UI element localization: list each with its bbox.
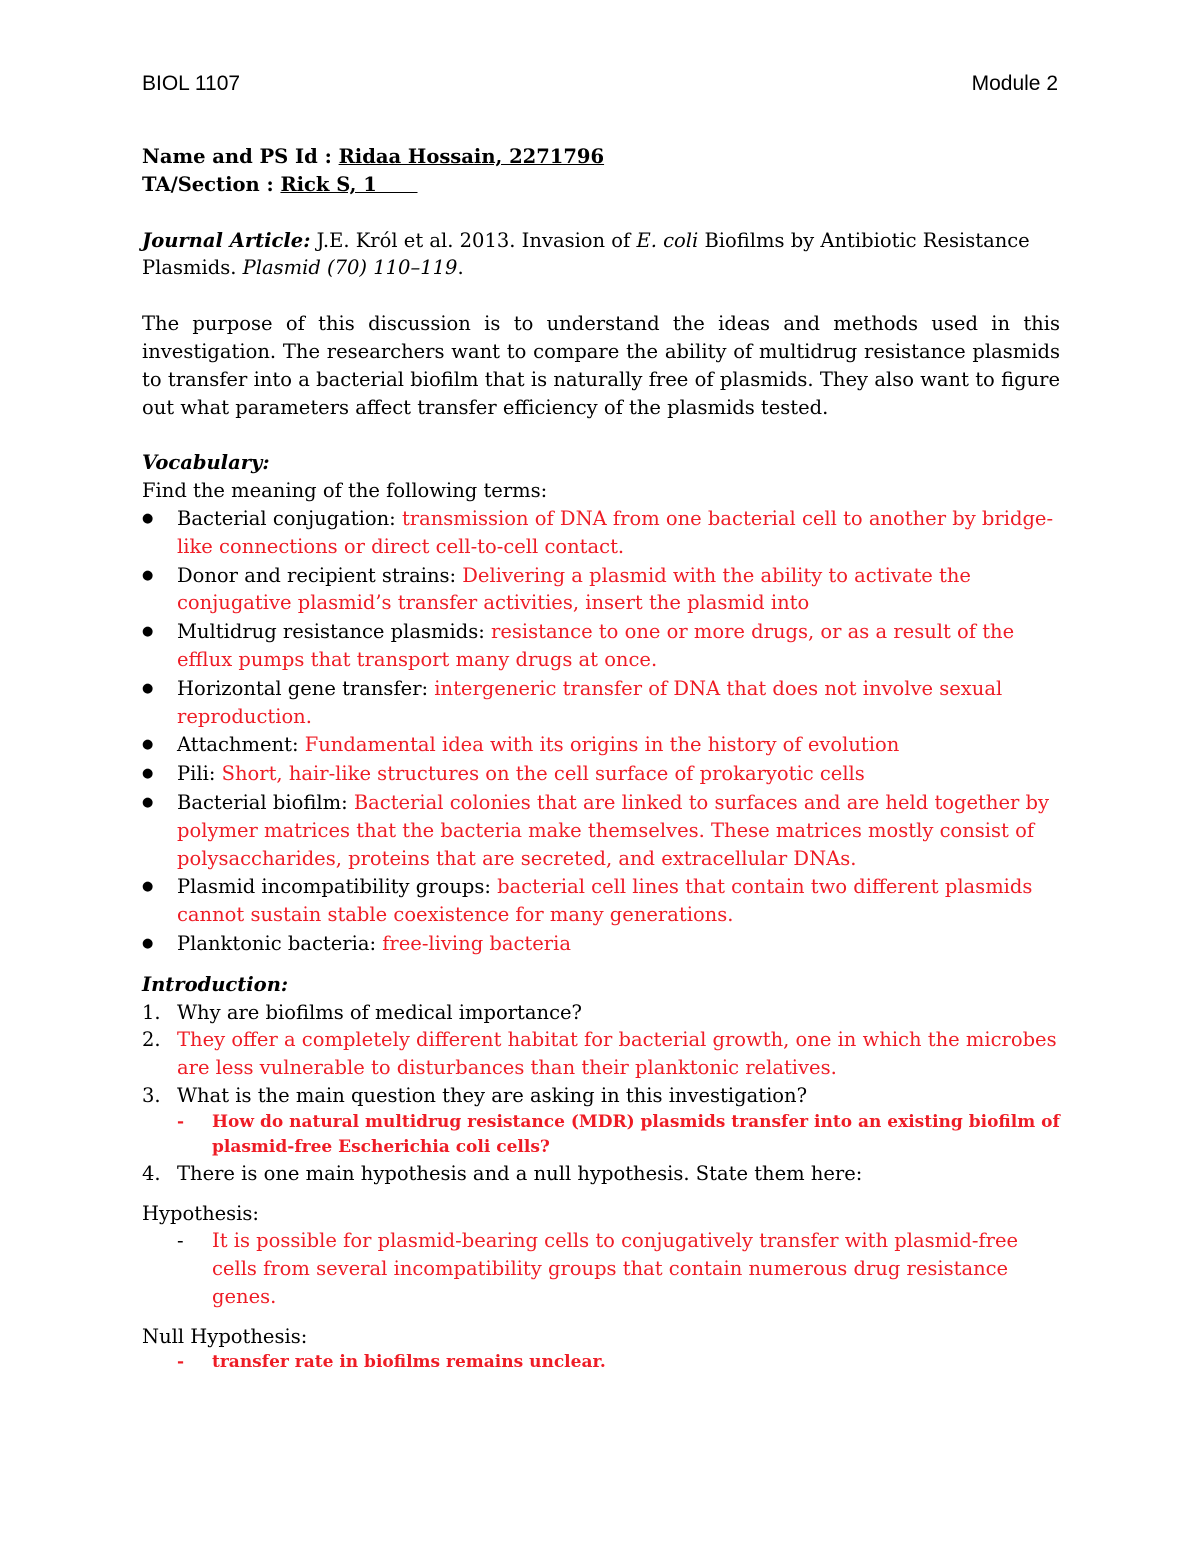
- spacer: [142, 959, 1060, 971]
- module-label: Module 2: [971, 72, 1058, 95]
- vocabulary-list: [142, 505, 1060, 958]
- ta-label: TA/Section :: [142, 172, 281, 196]
- null-hypothesis-text: transfer rate in biofilms remains unclear.: [212, 1352, 606, 1373]
- spacer: [142, 282, 1060, 310]
- article-text-2: Biofilms by Antibiotic Resistance Plasmids.: [142, 228, 1030, 280]
- item-number: 2.: [142, 1028, 161, 1052]
- vocab-item: [142, 873, 1060, 929]
- question-text: Why are biofilms of medical importance?: [177, 1000, 582, 1024]
- vocab-definition: Bacterial colonies that are linked to surfaces and are held together by polymer matrices that the bacteria make themselves. These matrices mostly consist of polysaccharides, proteins that are secreted, and extracellular DNAs.: [177, 790, 1049, 870]
- question-item: [142, 1082, 1060, 1110]
- null-hypothesis-item: [142, 1350, 1060, 1375]
- name-line: [142, 143, 1060, 171]
- vocabulary-heading: Vocabulary:: [142, 451, 270, 475]
- document-body: [142, 143, 1060, 1375]
- vocab-term: Pili:: [177, 762, 222, 786]
- answer-text: They offer a completely different habitat for bacterial growth, one in which the microbes are less vulnerable to disturbances than their planktonic relatives.: [177, 1028, 1057, 1080]
- vocab-definition: resistance to one or more drugs, or as a result of the efflux pumps that transport many drugs at once.: [177, 620, 1015, 671]
- vocab-item: [142, 930, 1060, 958]
- spacer: [142, 1311, 1060, 1323]
- vocab-definition: intergeneric transfer of DNA that does not involve sexual reproduction.: [177, 676, 1003, 728]
- vocab-term: Planktonic bacteria:: [177, 931, 383, 955]
- vocab-definition: Delivering a plasmid with the ability to activate the conjugative plasmid’s transfer activities, insert the plasmid into: [177, 563, 971, 615]
- spacer: [142, 199, 1060, 227]
- vocab-item: [142, 562, 1060, 618]
- question-item: [142, 1160, 1060, 1188]
- answer-item: [142, 1026, 1060, 1082]
- name-label: Name and PS Id :: [142, 145, 339, 168]
- name-value: Ridaa Hossain, 2271796: [338, 145, 605, 168]
- vocab-definition: Fundamental idea with its origins in the history of evolution: [304, 733, 900, 757]
- article-species: E. coli: [636, 228, 699, 252]
- vocab-term: Horizontal gene transfer:: [177, 676, 435, 700]
- vocab-term: Multidrug resistance plasmids:: [177, 620, 492, 644]
- ta-line: [142, 171, 1060, 199]
- vocab-item: [142, 675, 1060, 731]
- dash-marker: -: [177, 1229, 184, 1253]
- spacer: [142, 421, 1060, 449]
- hypothesis-text: It is possible for plasmid-bearing cells to conjugatively transfer with plasmid-free cells from several incompatibility groups that contain numerous drug resistance genes.: [212, 1229, 1019, 1308]
- vocab-term: Bacterial biofilm:: [177, 790, 354, 814]
- question-text: What is the main question they are asking in this investigation?: [177, 1083, 808, 1107]
- introduction-heading: Introduction:: [142, 972, 289, 996]
- null-hypothesis-label: Null Hypothesis:: [142, 1324, 308, 1348]
- article-end: .: [457, 256, 464, 280]
- article-text-1: J.E. Król et al. 2013. Invasion of: [310, 228, 637, 252]
- vocab-item: [142, 789, 1060, 872]
- vocabulary-intro: Find the meaning of the following terms:: [142, 479, 548, 503]
- vocab-definition: free-living bacteria: [382, 931, 571, 955]
- introduction-list: [142, 999, 1060, 1110]
- dash-marker: -: [177, 1352, 185, 1373]
- article-label: Journal Article:: [142, 228, 311, 252]
- vocab-term: Plasmid incompatibility groups:: [177, 875, 498, 899]
- spacer: [142, 1188, 1060, 1200]
- vocab-item: [142, 760, 1060, 788]
- introduction-list-continued: [142, 1160, 1060, 1188]
- purpose-paragraph: The purpose of this discussion is to understand the ideas and methods used in this investigation. The researchers want to compare the ability of multidrug resistance plasmids to transfer into a bacterial biofilm that is naturally free of plasmids. They also want to figure out what parameters affect transfer efficiency of the plasmids tested.: [142, 312, 1060, 419]
- vocab-term: Attachment:: [177, 733, 305, 757]
- vocab-definition: Short, hair-like structures on the cell surface of prokaryotic cells: [221, 762, 865, 786]
- vocab-definition: transmission of DNA from one bacterial cell to another by bridge-like connections or direct cell-to-cell contact.: [177, 506, 1054, 558]
- course-code: BIOL 1107: [142, 72, 241, 95]
- answer-text: How do natural multidrug resistance (MDR) plasmids transfer into an existing biofilm of plasmid-free Escherichia coli cells?: [212, 1111, 1060, 1157]
- hypothesis-label: Hypothesis:: [142, 1201, 259, 1225]
- hypothesis-item: [142, 1227, 1060, 1310]
- vocab-item: [142, 618, 1060, 674]
- answer-dash-item: [142, 1110, 1060, 1160]
- journal-article: [142, 227, 1060, 283]
- ta-value: Rick S, 1: [280, 172, 418, 196]
- vocab-item: [142, 731, 1060, 759]
- item-number: 1.: [142, 1000, 161, 1024]
- article-journal: Plasmid (70) 110–119: [242, 256, 458, 280]
- question-text: There is one main hypothesis and a null hypothesis. State them here:: [177, 1161, 863, 1185]
- dash-marker: -: [177, 1111, 185, 1132]
- vocab-item: [142, 505, 1060, 561]
- vocab-term: Donor and recipient strains:: [177, 563, 463, 587]
- item-number: 4.: [142, 1161, 161, 1185]
- vocab-definition: bacterial cell lines that contain two different plasmids cannot sustain stable coexistence for many generations.: [177, 875, 1033, 927]
- vocab-term: Bacterial conjugation:: [177, 506, 402, 530]
- item-number: 3.: [142, 1083, 161, 1107]
- question-item: [142, 999, 1060, 1027]
